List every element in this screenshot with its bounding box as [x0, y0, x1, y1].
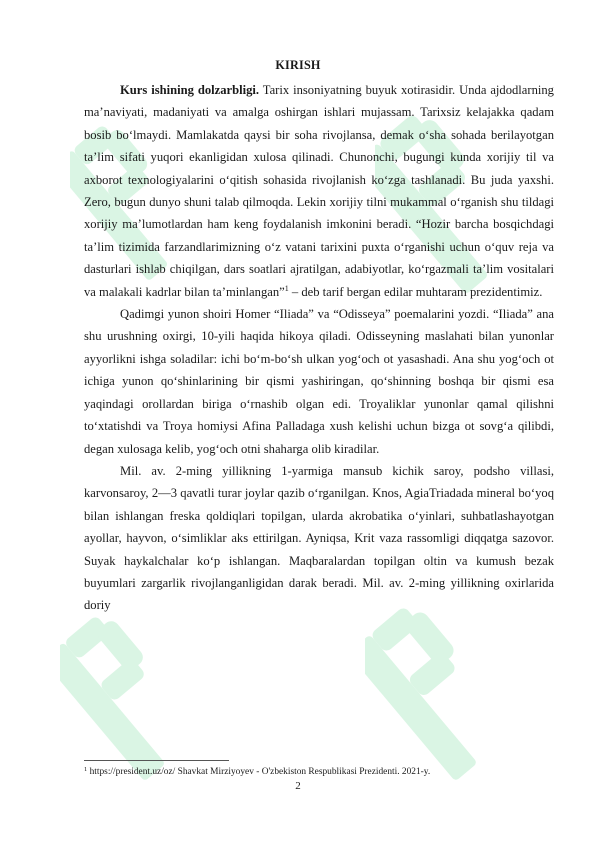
- footnote-text[interactable]: https://president.uz/oz/ Shavkat Mirziyoyev - O'zbekiston Respublikasi Prezidenti. 2021-y.: [87, 767, 431, 777]
- pdf-watermark-icon: [365, 590, 515, 780]
- footnote: [84, 766, 430, 778]
- footnote-marker: 1: [84, 766, 88, 773]
- page-number: 2: [295, 780, 301, 792]
- pdf-watermark-icon: [60, 600, 200, 780]
- footnote-divider: [84, 760, 229, 761]
- paragraph: Qadimgi yunon shoiri Homer “Iliada” va “Odisseya” poemalarini yozdi. “Iliada” ana shu urushning oxirgi, 10-yili haqida hikoya qiladi. Odisseyning maslahati bilan yunonlar ayyorlikni ishga soladilar: ichi bo‘m-bo‘sh ulkan yog‘och ot yasashadi. Ana shu yog‘och ot ichiga yunon qo‘shinlarining bir qismi yashiringan, qo‘shinning boshqa bir qismi esa yaqindagi orollardan biriga o‘rnashib olgan edi. Troyaliklar yunonlar qamal qilishni to‘xtatishdi va Troya homiysi Afina Palladaga xush kelishi uchun bizga ot sovg‘a qilibdi, degan xulosaga kelib, yog‘och otni shaharga olib kiradilar.: [84, 307, 554, 456]
- paragraph: Mil. av. 2-ming yillikning 1-yarmiga mansub kichik saroy, podsho villasi, karvonsaroy, 2—3 qavatli turar joylar qazib o‘rganilgan. Knos, AgiaTriadada mineral bo‘yoq bilan ishlangan freska qoldiqlari topilgan, ularda akrobatika o‘yinlari, suhbatlashayotgan ayollar, hayvon, o‘simliklar aks ettirilgan. Ayniqsa, Krit vaza rassomligi diqqatga sazovor. Suyak haykalchalar ko‘p ishlangan. Maqbaralardan topilgan oltin va kumush bezak buyumlari zargarlik rivojlanganligidan darak beradi. Mil. av. 2-ming yillikning oxirlarida doriy: [84, 463, 554, 613]
- paragraph-text: Tarix insoniyatning buyuk xotirasidir. Unda ajdodlarning ma’naviyati, madaniyati va amalga oshirgan ishlari mujassam. Tarixsiz kelajakka qadam bosib bo‘lmaydi. Mamlakatda qaysi bir soha rivojlansa, demak o‘sha sohada berilayotgan ta’lim sifati yuqori ekanligidan xulosa qilinadi. Chunonchi, bugungi kunda xorijiy til va axborot texnologiyalarini o‘qitish sohasida rivojlanish ko‘zga tashlanadi. Bu juda yaxshi. Zero, bugun dunyo shuni talab qilmoqda. Lekin xorijiy tilni mukammal o‘rganish shu tildagi xorijiy ma’lumotlardan ham keng foydalanish imkonini beradi. “Hozir barcha bosqichdagi ta’lim tizimida farzandlarimizning o‘z vatani tarixini puxta o‘rganishi uchun o‘quv reja va dasturlari ishlab chiqilgan, dars soatlari ajratilgan, adabiyotlar, ko‘rgazmali ta’lim vositalari va malakali kadrlar bilan ta’minlangan”: [84, 83, 554, 299]
- footnote-reference[interactable]: 1: [284, 283, 289, 293]
- body-text: [84, 79, 554, 617]
- paragraph-lead: Kurs ishining dolzarbligi.: [120, 83, 260, 97]
- page-title: KIRISH: [275, 58, 321, 72]
- paragraph: [84, 79, 554, 303]
- paragraph-tail: – deb tarif bergan edilar muhtaram prezidentimiz.: [288, 284, 543, 299]
